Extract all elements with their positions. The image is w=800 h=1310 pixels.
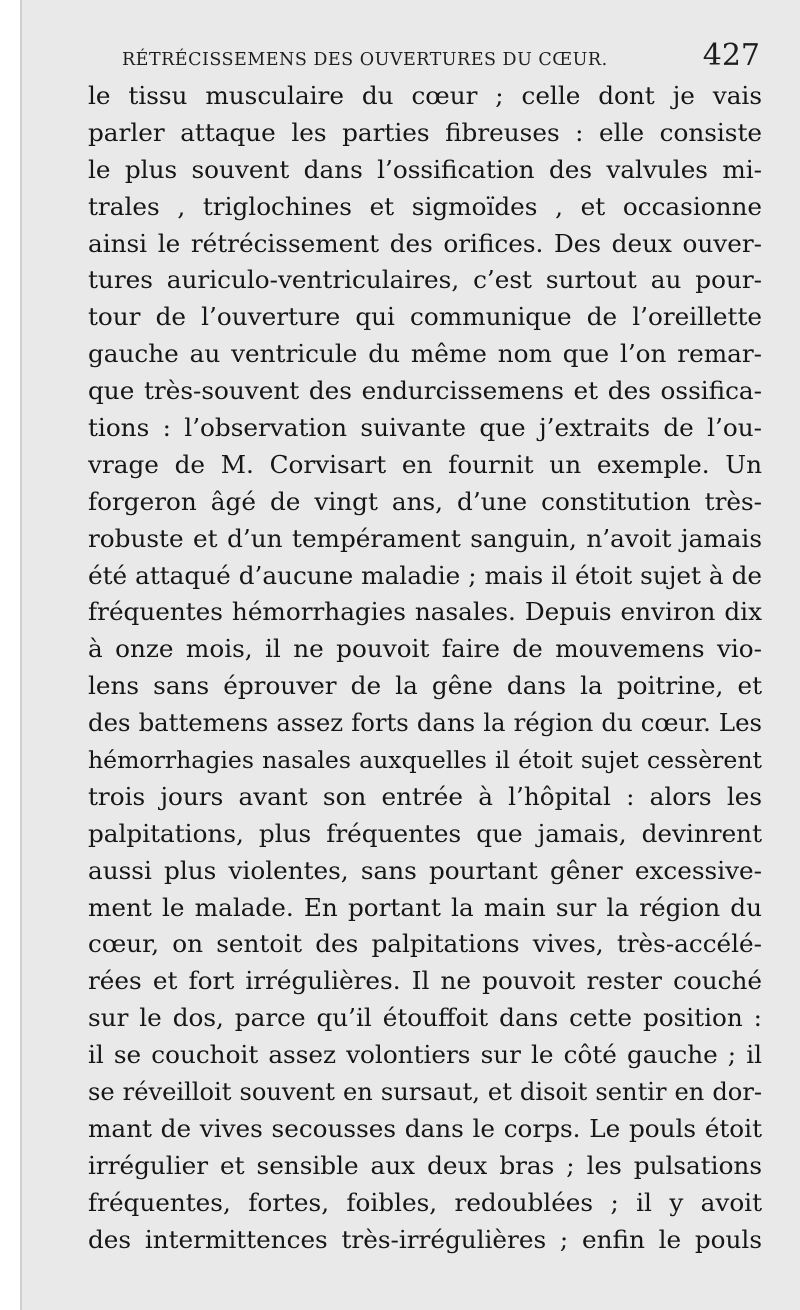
text-line: tures auriculo-ventriculaires, c’est surtout au pour- <box>88 265 762 295</box>
text-line: tions : l’observation suivante que j’extraits de l’ou- <box>88 413 762 443</box>
text-line: que très-souvent des endurcissemens et des ossifica- <box>88 376 762 406</box>
text-line: à onze mois, il ne pouvoit faire de mouvemens vio- <box>88 634 762 664</box>
text-line: gauche au ventricule du même nom que l’on remar- <box>88 339 762 369</box>
book-page <box>20 0 800 1310</box>
text-line: robuste et d’un tempérament sanguin, n’avoit jamais <box>88 523 762 553</box>
text-line: le plus souvent dans l’ossification des valvules mi- <box>88 154 762 184</box>
text-line: trois jours avant son entrée à l’hôpital : alors les <box>88 781 762 811</box>
text-line: hémorrhagies nasales auxquelles il étoit sujet cessèrent <box>88 746 762 775</box>
text-line: des intermittences très-irrégulières ; enfin le pouls <box>88 1224 762 1254</box>
text-line: rées et fort irrégulières. Il ne pouvoit rester couché <box>88 966 762 996</box>
text-line: fréquentes, fortes, foibles, redoublées ; il y avoit <box>88 1187 762 1217</box>
text-line: lens sans éprouver de la gêne dans la poitrine, et <box>88 671 762 701</box>
page-number: 427 <box>702 38 760 73</box>
text-line: il se couchoit assez volontiers sur le côté gauche ; il <box>88 1040 762 1070</box>
text-line: sur le dos, parce qu’il étouffoit dans cette position : <box>88 1003 762 1033</box>
text-line: des battemens assez forts dans la région du cœur. Les <box>88 708 762 738</box>
text-line: parler attaque les parties fibreuses : elle consiste <box>88 117 762 147</box>
text-line: aussi plus violentes, sans pourtant gêner excessive- <box>88 855 762 885</box>
text-line: vrage de M. Corvisart en fournit un exemple. Un <box>88 449 762 479</box>
text-line: cœur, on sentoit des palpitations vives, très-accélé- <box>88 929 762 959</box>
text-line: palpitations, plus fréquentes que jamais, devinrent <box>88 818 762 848</box>
text-line: le tissu musculaire du cœur ; celle dont je vais <box>88 81 762 110</box>
text-line: forgeron âgé de vingt ans, d’une constitution très- <box>88 486 762 516</box>
text-line: ment le malade. En portant la main sur la région du <box>88 892 762 922</box>
text-line: trales , triglochines et sigmoïdes , et occasionne <box>88 191 762 221</box>
text-line: irrégulier et sensible aux deux bras ; les pulsations <box>88 1150 762 1180</box>
text-line: se réveilloit souvent en sursaut, et disoit sentir en dor- <box>88 1078 762 1107</box>
text-line: ainsi le rétrécissement des orifices. Des deux ouver- <box>88 228 762 258</box>
body-text <box>88 78 762 1259</box>
text-line: mant de vives secousses dans le corps. Le pouls étoit <box>88 1113 762 1143</box>
text-line: tour de l’ouverture qui communique de l’oreillette <box>88 302 762 332</box>
running-head: RÉTRÉCISSEMENS DES OUVERTURES DU CŒUR. <box>122 50 608 70</box>
text-line: été attaqué d’aucune maladie ; mais il étoit sujet à de <box>88 560 762 590</box>
text-line: fréquentes hémorrhagies nasales. Depuis environ dix <box>88 597 762 627</box>
page-header <box>122 38 760 78</box>
